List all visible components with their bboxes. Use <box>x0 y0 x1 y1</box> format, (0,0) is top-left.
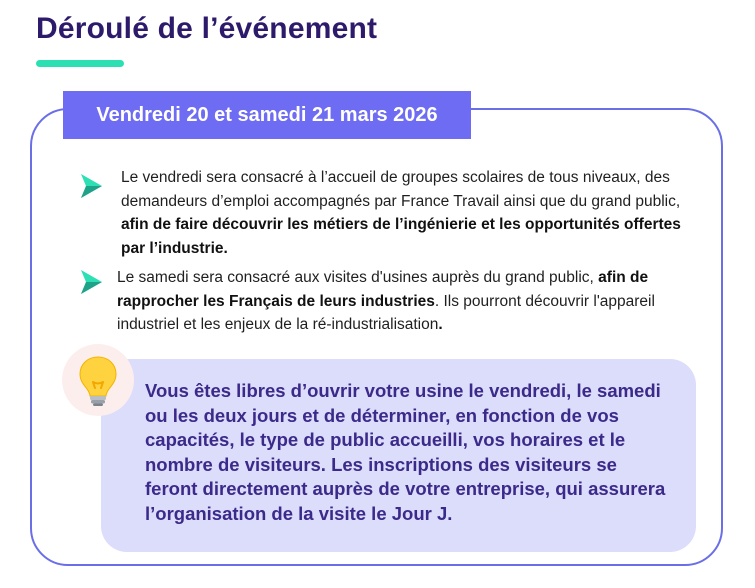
bullet-text: Le vendredi sera consacré à l’accueil de groupes scolaires de tous niveaux, des demandeurs d’emploi accompagnés par France Travail ainsi que du grand public, <box>121 169 681 210</box>
play-arrow-icon <box>78 172 104 200</box>
bullet-final-period: . <box>438 316 443 333</box>
bullet-item-friday <box>121 166 681 260</box>
bullet-item-saturday <box>117 266 689 337</box>
play-arrow-icon <box>78 268 104 296</box>
bullet-bold-text: afin de faire découvrir les métiers de l’ingénierie et les opportunités offertes par l’industrie. <box>121 216 681 257</box>
page-title: Déroulé de l’événement <box>36 12 378 45</box>
tip-text: Vous êtes libres d’ouvrir votre usine le vendredi, le samedi ou les deux jours et de déterminer, en fonction de vos capacités, le type de public accueilli, vos horaires et le nombre de visiteurs. Les inscriptions des visiteurs se feront directement auprès de votre entreprise, qui assurera l’organisation de la visite le Jour J. <box>145 380 666 524</box>
title-underline <box>36 60 124 67</box>
bullet-bold-text: afin de rapprocher les Français de leurs industries <box>117 269 649 310</box>
date-banner: Vendredi 20 et samedi 21 mars 2026 <box>63 91 471 139</box>
tip-card <box>101 359 696 552</box>
bullet-text: Le samedi sera consacré aux visites d'usines auprès du grand public, <box>117 269 599 286</box>
bullet-after-text: . Ils pourront découvrir l'appareil industriel et les enjeux de la ré-industrialisation <box>117 292 655 333</box>
lightbulb-icon <box>76 354 120 406</box>
lightbulb-badge <box>62 344 134 416</box>
